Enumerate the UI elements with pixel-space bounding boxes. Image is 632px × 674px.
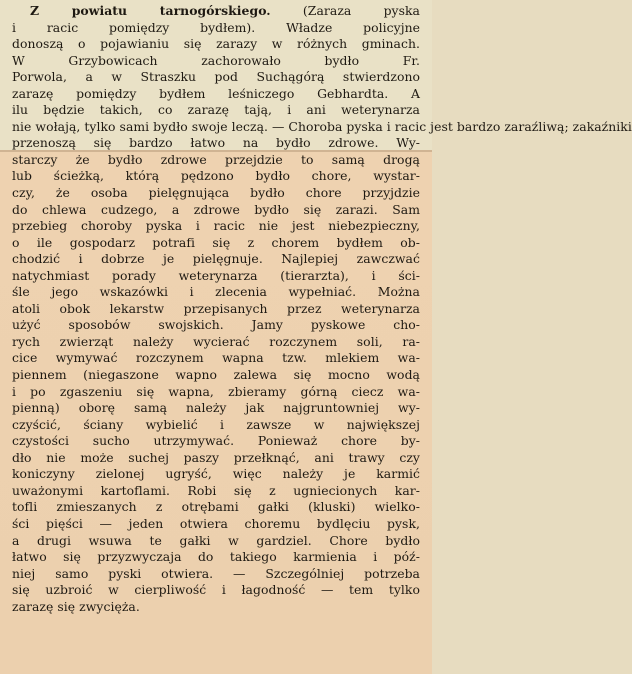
text-line-32: ści pięści — jeden otwiera choremu bydlęciu pysk, (12, 515, 420, 531)
text-line-6: zarazę pomiędzy bydłem leśniczego Gebhardta. A (12, 85, 420, 101)
paper-fold-line (0, 150, 432, 152)
text-line-17: natychmiast porady weterynarza (tierarzta), i ści- (12, 267, 420, 283)
text-line-1 (12, 3, 420, 20)
text-line-8: nie wołają, tylko sami bydło swoje leczą. — Choroba pyska i racic jest bardzo zaraźliwą; zakaźniki (12, 118, 632, 134)
text-line-7: ilu będzie takich, co zarazę tają, i ani weterynarza (12, 102, 420, 118)
text-line-30: uważonymi kartoflami. Robi się z ugniecionych kar- (12, 482, 420, 498)
text-line-25: pienną) oborę samą należy jak najgruntowniej wy- (12, 400, 420, 416)
text-line-15: o ile gospodarz potrafi się z chorem bydłem ob- (12, 234, 420, 250)
text-line-10: starczy że bydło zdrowe przejdzie to samą drogą (12, 151, 420, 167)
text-line-33: a drugi wsuwa te gałki w gardziel. Chore bydło (12, 532, 420, 548)
text-line-36: się uzbroić w cierpliwość i łagodność — tem tylko (12, 582, 420, 598)
text-line-14: przebieg choroby pyska i racic nie jest niebezpieczny, (12, 218, 420, 234)
text-line-22: cice wymywać rozczynem wapna tzw. mlekiem wa- (12, 350, 420, 366)
text-line-29: koniczyny zielonej ugryść, więc należy je karmić (12, 466, 420, 482)
text-line-19: atoli obok lekarstw przepisanych przez weterynarza (12, 300, 420, 316)
text-line-13: do chlewa cudzego, a zdrowe bydło się zarazi. Sam (12, 201, 420, 217)
text-line-3: donoszą o pojawianiu się zarazy w różnych gminach. (12, 36, 420, 52)
text-line-31: tofli zmieszanych z otrębami gałki (kluski) wielko- (12, 499, 420, 515)
text-line-24: i po zgaszeniu się wapna, zbieramy górną ciecz wa- (12, 383, 420, 399)
text-line-21: rych zwierząt należy wycierać rozczynem soli, ra- (12, 333, 420, 349)
text-line-18: śle jego wskazówki i zlecenia wypełniać. Można (12, 284, 420, 300)
text-line-2: i racic pomiędzy bydłem). Władze policyjne (12, 19, 420, 35)
text-line-12: czy, że osoba pielęgnująca bydło chore przyjdzie (12, 185, 420, 201)
text-line-1-rest: (Zaraza pyska (302, 3, 420, 18)
text-line-34: łatwo się przyzwyczaja do takiego karmienia i póź- (12, 549, 420, 565)
text-line-28: dło nie może suchej paszy przełknąć, ani trawy czy (12, 449, 420, 465)
text-line-5: Porwola, a w Straszku pod Suchągórą stwierdzono (12, 69, 420, 85)
text-line-20: użyć sposobów swojskich. Jamy pyskowe cho- (12, 317, 420, 333)
text-line-23: piennem (niegaszone wapno zalewa się mocno wodą (12, 367, 420, 383)
text-line-35: niej samo pyski otwiera. — Szczególniej potrzeba (12, 565, 420, 581)
text-line-11: lub ścieżką, którą pędzono bydło chore, wystar- (12, 168, 420, 184)
text-line-16: chodzić i dobrze je pielęgnuje. Najlepiej zawczwać (12, 251, 420, 267)
text-line-9: przenoszą się bardzo łatwo na bydło zdrowe. Wy- (12, 135, 420, 151)
text-line-37: zarazę się zwycięża. (12, 598, 140, 614)
text-line-27: czystości sucho utrzymywać. Ponieważ chore by- (12, 433, 420, 449)
text-line-26: czyścić, ściany wybielić i zawsze w największej (12, 416, 420, 432)
text-line-4: W Grzybowicach zachorowało bydło Fr. (12, 52, 420, 68)
article-heading: Z powiatu tarnogórskiego. (30, 3, 271, 18)
